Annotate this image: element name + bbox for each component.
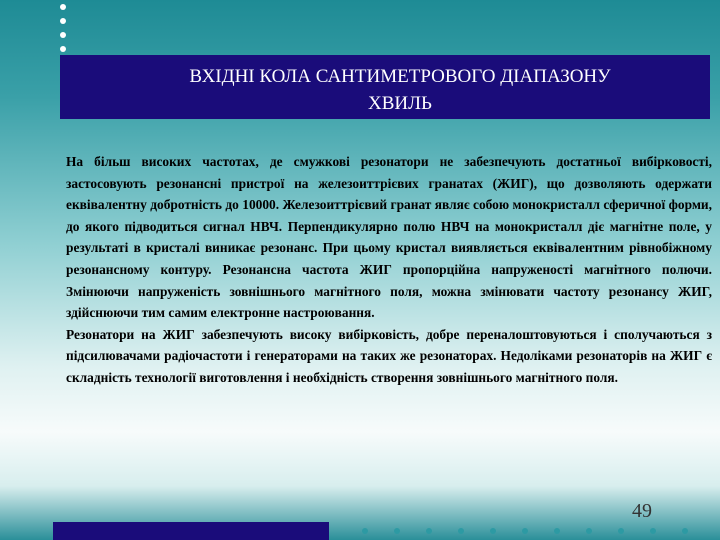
decorative-dot [682,528,688,534]
decorative-dot [458,528,464,534]
decorative-dot [490,528,496,534]
decorative-dot [522,528,528,534]
decorative-dot [60,46,66,52]
slide-title-line1: ВХІДНІ КОЛА САНТИМЕТРОВОГО ДІАПАЗОНУ [189,66,611,87]
bottom-bar [53,522,329,540]
slide-body [66,151,712,389]
slide-title-line2: ХВИЛЬ [368,93,432,114]
title-bar [60,55,710,119]
decorative-dot [60,18,66,24]
decorative-dot [362,528,368,534]
decorative-dot [394,528,400,534]
decorative-dot [60,4,66,10]
body-paragraph: На більш високих частотах, де смужкові резонатори не забезпечують достатньої вибірковості, застосовують резонансні пристрої на железоиттрієвих гранатах (ЖИГ), що дозволяють одержати еквівалентну добротність до 10000. Железоиттрієвий гранат являє собою монокристалл сферичної форми, до якого підводиться сигнал НВЧ. Перпендикулярно полю НВЧ на монокристалл діє магнітне поле, у результаті в кристалі виникає резонанс. При цьому кристал виявляється еквівалентним рівнобіжному резонансному контуру. Резонансна частота ЖИГ пропорційна напруженості магнітного полючи. Змінюючи напруженість зовнішнього магнітного поля, можна змінювати частоту резонансу ЖИГ, здійснюючи тим самим електронне настроювання. [66,154,712,321]
body-paragraph: Резонатори на ЖИГ забезпечують високу вибірковість, добре переналоштовуються і сполучаються з підсилювачами радіочастоти і генераторами на таких же резонаторах. Недоліками резонаторів на ЖИГ є складність технології виготовлення і необхідність створення зовнішнього магнітного поля. [66,326,712,385]
decorative-dot [60,32,66,38]
page-number: 49 [632,500,652,522]
bottom-dots-decoration [362,528,712,536]
decorative-dot [586,528,592,534]
decorative-dot [650,528,656,534]
slide-title [60,63,720,117]
decorative-dot [618,528,624,534]
decorative-dot [426,528,432,534]
decorative-dot [554,528,560,534]
